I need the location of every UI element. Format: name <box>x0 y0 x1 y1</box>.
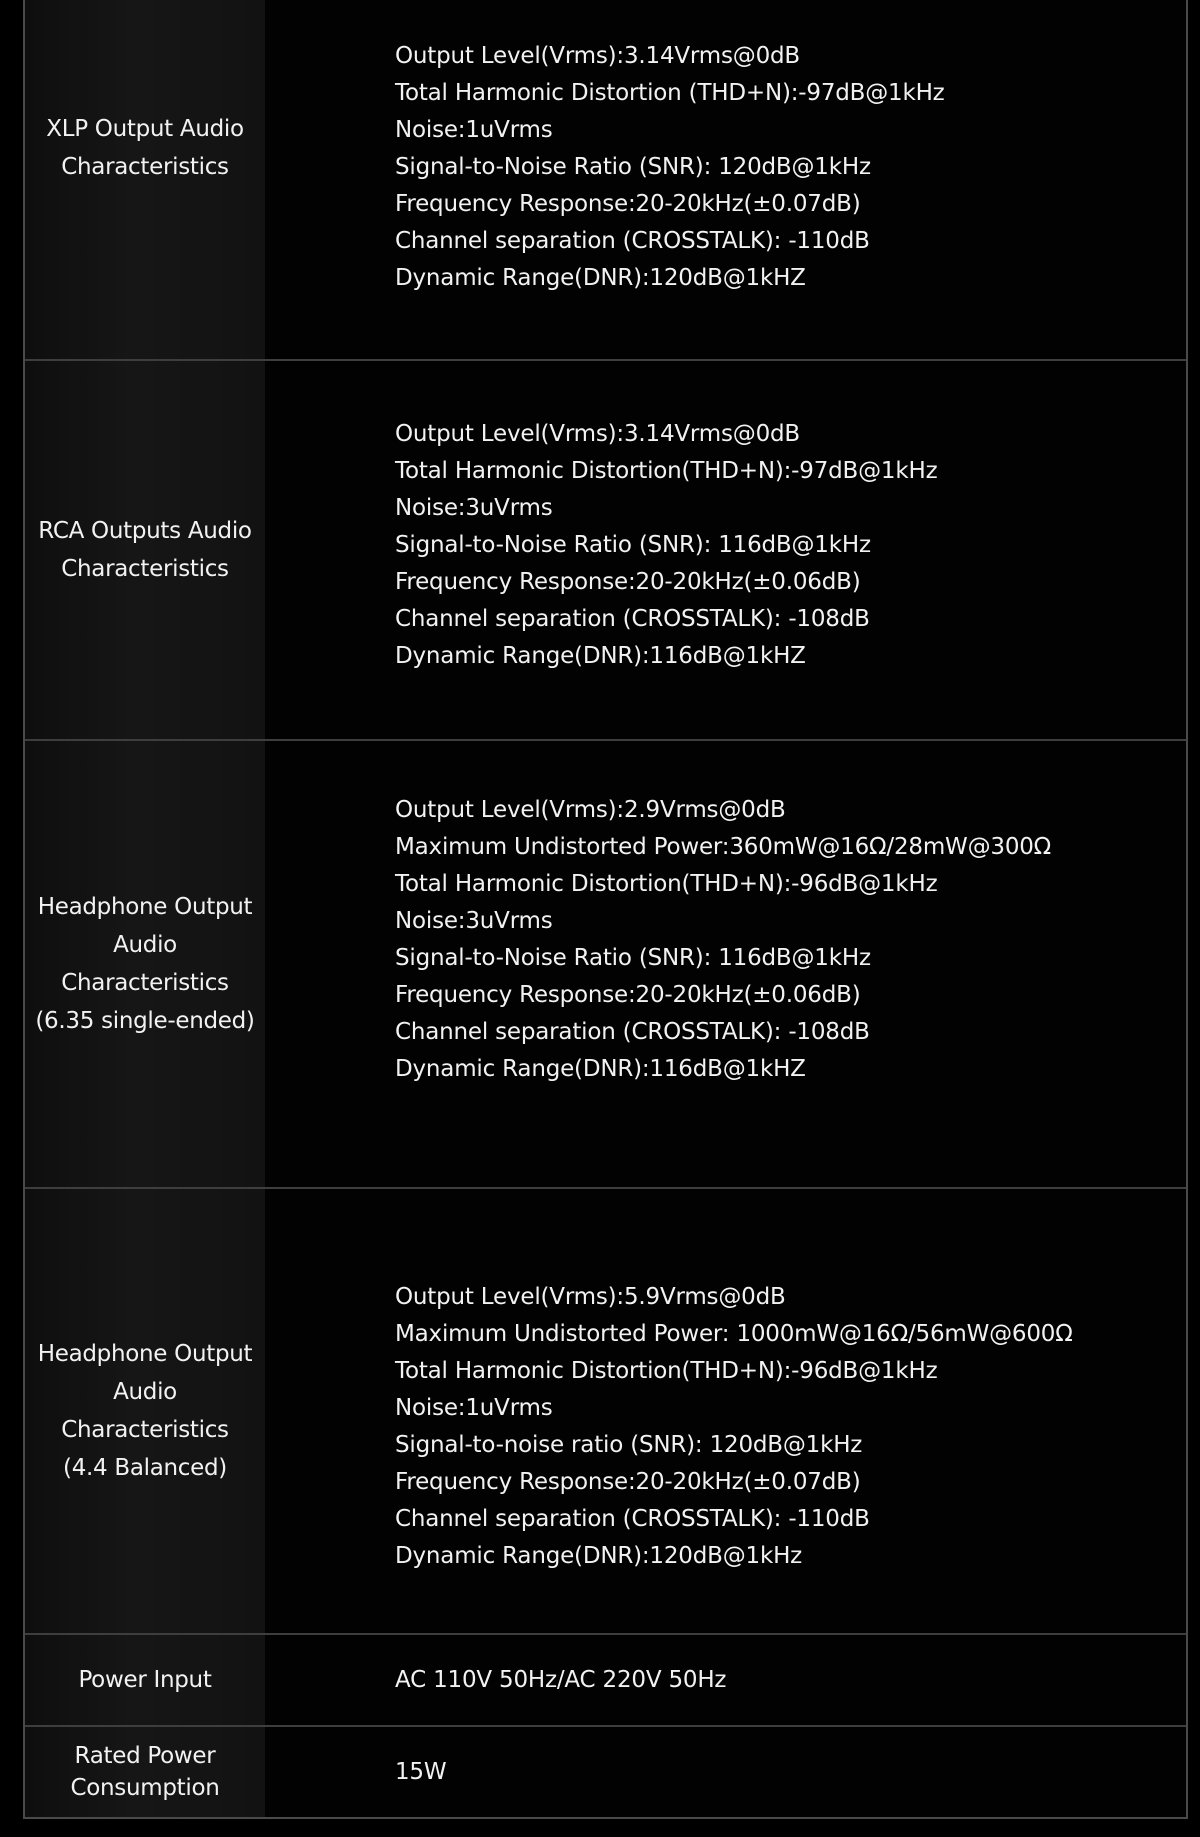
spec-value-line: Frequency Response:20-20kHz(±0.07dB) <box>395 1469 861 1495</box>
spec-value-line: Maximum Undistorted Power: 1000mW@16Ω/56mW@600Ω <box>395 1321 1073 1347</box>
spec-label-cell <box>25 0 265 359</box>
spec-value-list <box>395 792 1051 1088</box>
spec-value-line: Signal-to-Noise Ratio (SNR): 116dB@1kHz <box>395 945 871 971</box>
spec-value-line: Channel separation (CROSSTALK): -110dB <box>395 228 870 254</box>
spec-row-rca-outputs <box>25 361 1186 741</box>
spec-label-cell <box>25 1189 265 1633</box>
spec-label: Rated Power Consumption <box>70 1743 220 1801</box>
spec-label-cell <box>25 361 265 739</box>
spec-label-cell <box>25 1727 265 1817</box>
spec-value-line: Output Level(Vrms):5.9Vrms@0dB <box>395 1284 786 1310</box>
spec-value-line: Total Harmonic Distortion(THD+N):-97dB@1kHz <box>395 458 938 484</box>
spec-label-cell <box>25 1635 265 1725</box>
spec-value-line: Noise:1uVrms <box>395 1395 553 1421</box>
spec-value-line: Signal-to-Noise Ratio (SNR): 116dB@1kHz <box>395 532 871 558</box>
spec-label: RCA Outputs Audio Characteristics <box>38 518 252 582</box>
spec-value-line: Channel separation (CROSSTALK): -108dB <box>395 1019 870 1045</box>
spec-value-cell <box>265 1189 1186 1633</box>
spec-value-line: Frequency Response:20-20kHz(±0.06dB) <box>395 982 861 1008</box>
spec-row-headphone-6-35 <box>25 741 1186 1189</box>
spec-value-line: Noise:1uVrms <box>395 117 553 143</box>
spec-label: Headphone Output Audio Characteristics (6.35 single-ended) <box>35 894 255 1034</box>
spec-value-line: Channel separation (CROSSTALK): -108dB <box>395 606 870 632</box>
spec-value-line: Total Harmonic Distortion(THD+N):-96dB@1kHz <box>395 871 938 897</box>
spec-value-line: Noise:3uVrms <box>395 908 553 934</box>
spec-label: Headphone Output Audio Characteristics (4.4 Balanced) <box>37 1341 253 1481</box>
spec-value-cell <box>265 361 1186 739</box>
spec-value-line: Total Harmonic Distortion (THD+N):-97dB@1kHz <box>395 80 945 106</box>
spec-value-line: Channel separation (CROSSTALK): -110dB <box>395 1506 870 1532</box>
spec-value-line: Dynamic Range(DNR):120dB@1kHz <box>395 1543 803 1569</box>
spec-value-list <box>395 1662 726 1699</box>
spec-label: XLP Output Audio Characteristics <box>46 116 244 180</box>
spec-value-line: Signal-to-noise ratio (SNR): 120dB@1kHz <box>395 1432 863 1458</box>
spec-value-line: 15W <box>395 1758 447 1785</box>
spec-value-cell <box>265 0 1186 359</box>
spec-value-line: Dynamic Range(DNR):116dB@1kHZ <box>395 1056 806 1082</box>
spec-value-list <box>395 1279 1073 1575</box>
spec-value-line: Output Level(Vrms):3.14Vrms@0dB <box>395 43 800 69</box>
spec-value-list <box>395 1754 446 1791</box>
spec-value-line: Frequency Response:20-20kHz(±0.07dB) <box>395 191 861 217</box>
spec-value-line: Output Level(Vrms):3.14Vrms@0dB <box>395 421 800 447</box>
spec-value-line: Total Harmonic Distortion(THD+N):-96dB@1kHz <box>395 1358 938 1384</box>
spec-value-list <box>395 416 937 675</box>
spec-row-rated-power <box>25 1727 1186 1817</box>
spec-table <box>23 0 1188 1819</box>
spec-value-line: Frequency Response:20-20kHz(±0.06dB) <box>395 569 861 595</box>
spec-value-line: Dynamic Range(DNR):116dB@1kHZ <box>395 643 806 669</box>
spec-row-power-input <box>25 1635 1186 1727</box>
spec-row-xlp-output <box>25 0 1186 361</box>
spec-value-line: Maximum Undistorted Power:360mW@16Ω/28mW@300Ω <box>395 834 1052 860</box>
spec-label: Power Input <box>78 1667 212 1693</box>
spec-value-line: Output Level(Vrms):2.9Vrms@0dB <box>395 797 786 823</box>
spec-value-line: AC 110V 50Hz/AC 220V 50Hz <box>395 1666 727 1693</box>
spec-label-cell <box>25 741 265 1187</box>
spec-value-cell <box>265 1635 1186 1725</box>
spec-value-line: Signal-to-Noise Ratio (SNR): 120dB@1kHz <box>395 154 871 180</box>
spec-row-headphone-4-4 <box>25 1189 1186 1635</box>
spec-value-line: Dynamic Range(DNR):120dB@1kHZ <box>395 265 806 291</box>
spec-value-line: Noise:3uVrms <box>395 495 553 521</box>
spec-value-cell <box>265 741 1186 1187</box>
spec-value-cell <box>265 1727 1186 1817</box>
spec-value-list <box>395 38 945 297</box>
